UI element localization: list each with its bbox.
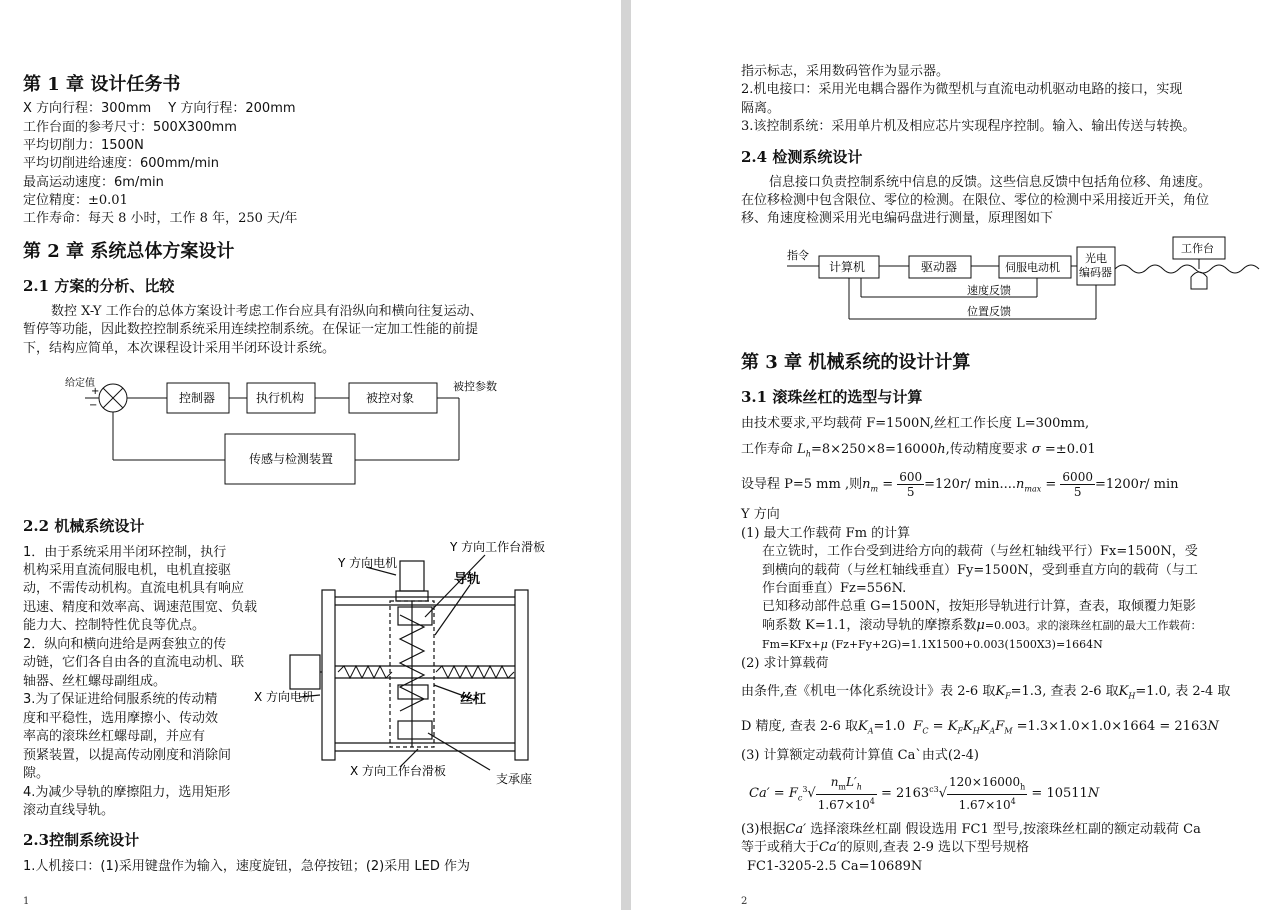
- max-load-formula: Fm=KFx+μ (Fz+Fy+2G)=1.1X1500+0.003(1500X3)=1664N: [762, 638, 1103, 651]
- paragraph-line: 暂停等功能，因此数控控制系统采用连续控制系统。在保证一定加工性能的前提: [23, 322, 479, 337]
- selection-line: 等于或稍大于Ca′的原则,查表 2-9 选以下型号规格: [741, 840, 1030, 855]
- detect-table-label: 工作台: [1181, 242, 1214, 255]
- subsection-3-title: (3) 计算额定动载荷计算值 Ca`由式(2-4): [741, 748, 979, 763]
- paragraph-line: 轴器、丝杠螺母副组成。: [23, 674, 167, 689]
- bd-actuator: 执行机构: [256, 391, 305, 405]
- subsection-1-title: (1) 最大工作载荷 Fm 的计算: [741, 526, 911, 541]
- chapter-1-title: 第 1 章 设计任务书: [23, 74, 181, 95]
- mech-y-slide-label: Y 方向工作台滑板: [450, 540, 546, 554]
- mech-screw-label: 丝杠: [460, 692, 487, 707]
- fraction-denominator: 5: [1073, 485, 1082, 499]
- fraction-numerator: 600: [899, 470, 923, 484]
- section-2-3-title: 2.3控制系统设计: [23, 831, 140, 849]
- bd-minus: −: [89, 400, 98, 411]
- page-number: 1: [23, 896, 30, 907]
- paragraph-line: 迅速、精度和效率高、调速范围宽、负载: [23, 600, 258, 615]
- detection-system-diagram: [781, 233, 1281, 325]
- paragraph-line: 4.为减少导轨的摩擦阻力，选用矩形: [23, 785, 231, 800]
- fraction-denominator: 5: [906, 485, 915, 499]
- coefficient-line: 由条件,查《机电一体化系统设计》表 2-6 取$K_F=1.3$, 查表 2-6 取$K_H=1.0$, 表 2-4 取: [741, 684, 1231, 701]
- y-direction-label: Y 方向: [741, 507, 780, 522]
- paragraph-line: 数控 X-Y 工作台的总体方案设计考虑工作台应具有沿纵向和横向往复运动、: [51, 304, 483, 319]
- detect-driver-label: 驱动器: [921, 260, 958, 274]
- bd-controller: 控制器: [179, 391, 216, 405]
- fraction-numerator: n: [830, 775, 839, 789]
- mech-x-motor-label: X 方向电机: [254, 690, 315, 704]
- document-page-2: [631, 0, 1286, 910]
- paragraph-line: 隙。: [23, 766, 50, 781]
- mech-guide-label: 导轨: [454, 572, 481, 587]
- paragraph-line: 率高的滚珠丝杠螺母副，并应有: [23, 729, 206, 744]
- paragraph-line: 机构采用直流伺服电机，电机直接驱: [23, 563, 232, 578]
- section-2-4-title: 2.4 检测系统设计: [741, 148, 863, 166]
- spec-line: 工作寿命：每天 8 小时，工作 8 年，250 天/年: [23, 211, 298, 226]
- paragraph-line: 2.机电接口：采用光电耦合器作为微型机与直流电动机驱动电路的接口，实现: [741, 82, 1183, 97]
- mech-bearing-label: 支承座: [496, 772, 533, 786]
- paragraph-line: 下，结构应简单，本次课程设计采用半闭环设计系统。: [23, 341, 336, 356]
- calc-load-formula: D 精度, 查表 2-6 取$K_A=1.0$ $F_C = K_FK_HK_AF_M =1.3\times 1.0\times 1.0\times 1664 = 2163N$: [741, 719, 1219, 736]
- bd-plant: 被控对象: [366, 391, 415, 405]
- paragraph-line: 隔离。: [741, 101, 781, 116]
- detect-computer-label: 计算机: [829, 260, 866, 274]
- control-block-diagram: [55, 372, 505, 490]
- detect-servo-label: 伺服电动机: [1005, 261, 1060, 274]
- fraction-numerator: 120×16000: [948, 775, 1021, 789]
- bd-feedback: 传感与检测装置: [249, 452, 334, 466]
- spec-line: 定位精度：±0.01: [23, 193, 128, 208]
- detect-encoder-label-2: 编码器: [1079, 266, 1112, 279]
- paragraph-line: 滚动直线导轨。: [23, 803, 115, 818]
- bd-plus: +: [91, 386, 100, 397]
- chapter-2-title: 第 2 章 系统总体方案设计: [23, 241, 235, 262]
- detect-position-feedback-label: 位置反馈: [967, 305, 1011, 318]
- dynamic-load-formula: $Ca' = F_c^3√$ $\frac{n_mL'_h}{1.67\times 10^4}$ = $2163^{c3}√$ $\frac{120\times 16000_h}{1.67\times 10^4}$ = 10511N: [749, 775, 1100, 813]
- paragraph-line: 预紧装置，以提高传动刚度和消除间: [23, 748, 232, 763]
- section-3-1-title: 3.1 滚珠丝杠的选型与计算: [741, 388, 923, 406]
- paragraph-line: 在位移检测中包含限位、零位的检测。在限位、零位的检测中采用接近开关，角位: [741, 193, 1210, 208]
- lead-formula-line: 设导程 P=5 mm ,则$n_m$ = $\frac{600}{5}$ =120r/ $\min....n_{max}$ = $\frac{6000}{5}$ =1200r/ min: [741, 470, 1179, 499]
- paragraph-line: 1．由于系统采用半闭环控制，执行: [23, 545, 227, 560]
- mech-x-slide-label: X 方向工作台滑板: [350, 764, 447, 778]
- paragraph-line: 指示标志，采用数码管作为显示器。: [741, 64, 950, 79]
- paragraph-line: 动，不需传动机构。直流电机具有响应: [23, 581, 245, 596]
- paragraph-line: 信息接口负责控制系统中信息的反馈。这些信息反馈中包括角位移、角速度。: [769, 175, 1212, 190]
- paragraph-line: 在立铣时，工作台受到进给方向的载荷（与丝杠轴线平行）Fx=1500N，受: [762, 544, 1198, 559]
- paragraph-line: 动链，它们各自由各的直流电动机、联: [23, 655, 245, 670]
- page-number: 2: [741, 896, 748, 907]
- fraction-denominator: 1.67×10: [817, 798, 870, 813]
- paragraph-line: 作台面垂直）Fz=556N.: [762, 581, 907, 596]
- mechanical-structure-diagram: [250, 535, 570, 790]
- fraction-denominator: 1.67×10: [958, 798, 1011, 813]
- spec-line: 平均切削进给速度：600mm/min: [23, 156, 220, 171]
- bd-input-label: 给定值: [65, 378, 95, 389]
- section-2-2-title: 2.2 机械系统设计: [23, 517, 145, 535]
- page-gutter: [621, 0, 631, 910]
- paragraph-line: 3.该控制系统：采用单片机及相应芯片实现程序控制。输入、输出传送与转换。: [741, 119, 1196, 134]
- section-2-1-title: 2.1 方案的分析、比较: [23, 277, 175, 295]
- bd-output-label: 被控参数: [453, 380, 497, 393]
- paragraph-line: 由技术要求,平均载荷 F=1500N,丝杠工作长度 L=300mm,: [741, 416, 1090, 431]
- paragraph-line: 1.人机接口：(1)采用键盘作为输入，速度旋钮，急停按钮；(2)采用 LED 作为: [23, 859, 470, 874]
- paragraph-line: 移、角速度检测采用光电编码盘进行测量，原理图如下: [741, 211, 1054, 226]
- paragraph-line: 到横向的载荷（与丝杠轴线垂直）Fy=1500N，受到垂直方向的载荷（与工: [762, 563, 1198, 578]
- mech-y-motor-label: Y 方向电机: [338, 556, 398, 570]
- spec-line: 平均切削力：1500N: [23, 138, 144, 153]
- paragraph-line: 已知移动部件总重 G=1500N，按矩形导轨进行计算，查表，取倾覆力矩影: [762, 599, 1196, 614]
- detect-speed-feedback-label: 速度反馈: [967, 284, 1011, 297]
- document-page-1: [0, 0, 621, 910]
- chapter-3-title: 第 3 章 机械系统的设计计算: [741, 352, 971, 373]
- friction-line: 响系数 K=1.1，滚动导轨的摩擦系数μ=0.003。求的滚珠丝杠副的最大工作载荷：: [762, 618, 1202, 633]
- fraction-numerator: 6000: [1062, 470, 1093, 484]
- detect-encoder-label-1: 光电: [1085, 252, 1107, 265]
- paragraph-line: 2．纵向和横向进给是两套独立的传: [23, 637, 227, 652]
- spec-line: 工作台面的参考尺寸：500X300mm: [23, 120, 237, 135]
- paragraph-line: 能力大、控制特性优良等优点。: [23, 618, 206, 633]
- paragraph-line: 度和平稳性，选用摩擦小、传动效: [23, 711, 219, 726]
- model-spec-line: FC1-3205-2.5 Ca=10689N: [747, 859, 923, 874]
- paragraph-line: 3.为了保证进给伺服系统的传动精: [23, 692, 218, 707]
- subsection-2-title: (2) 求计算载荷: [741, 656, 829, 671]
- detect-cmd-label: 指令: [787, 249, 809, 262]
- spec-line: X 方向行程：300mm Y 方向行程：200mm: [23, 101, 296, 116]
- life-formula-line: 工作寿命 $L_h=8\times 250\times 8=16000h$,传动精度要求 σ =±0.01: [741, 442, 1096, 459]
- selection-line: (3)根据Ca′ 选择滚珠丝杠副 假设选用 FC1 型号,按滚珠丝杠副的额定动载荷 Ca: [741, 822, 1201, 837]
- spec-line: 最高运动速度：6m/min: [23, 175, 164, 190]
